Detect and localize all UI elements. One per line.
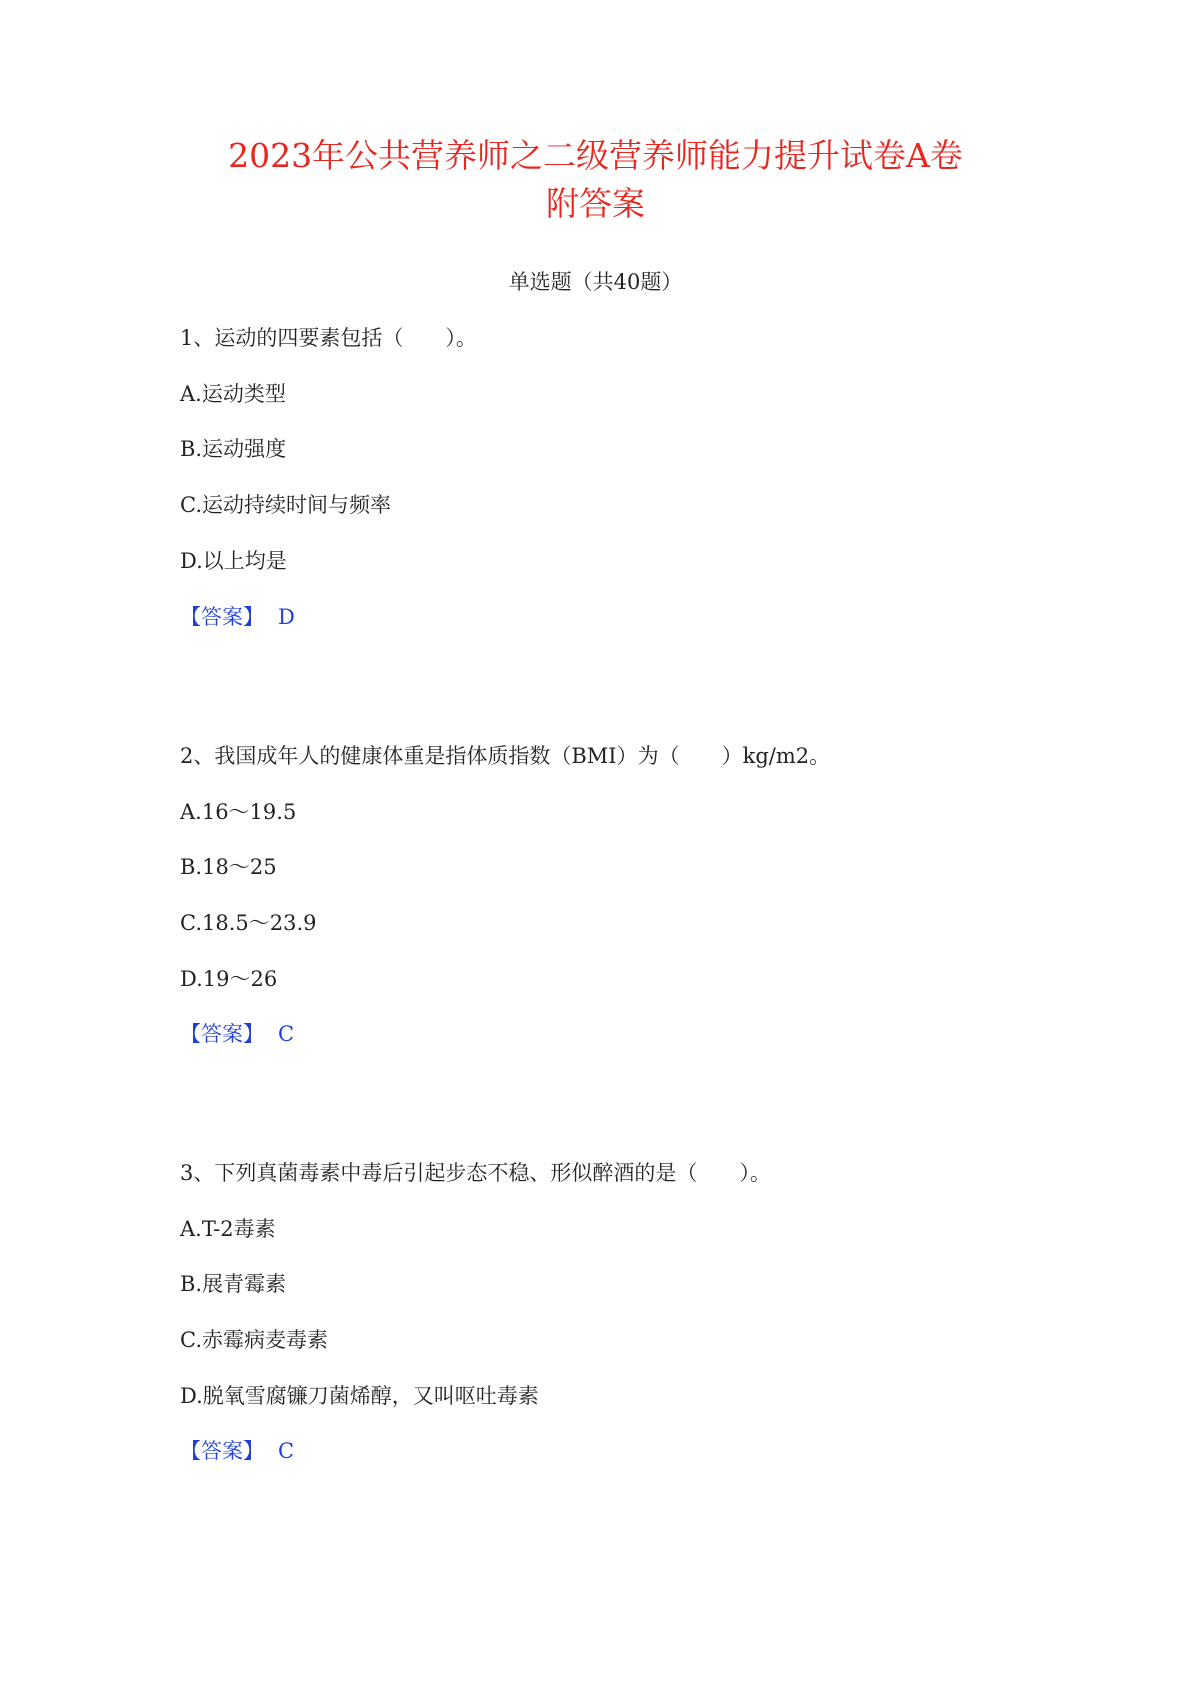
question-1-option-d: D.以上均是: [180, 549, 287, 573]
question-1-option-a: A.运动类型: [180, 382, 286, 406]
question-3-option-d: D.脱氧雪腐镰刀菌烯醇，又叫呕吐毒素: [180, 1384, 539, 1408]
question-3-option-c: C.赤霉病麦毒素: [180, 1328, 328, 1352]
title-line-2: 附答案: [546, 184, 645, 223]
question-3-stem: 3、下列真菌毒素中毒后引起步态不稳、形似醉酒的是（ ）。: [180, 1161, 771, 1185]
answer-label: 【答案】: [180, 1439, 264, 1463]
answer-value: D: [278, 605, 295, 629]
question-3-option-b: B.展青霉素: [180, 1272, 287, 1296]
title-line-1: 2023年公共营养师之二级营养师能力提升试卷A卷: [228, 136, 963, 175]
question-1-stem: 1、运动的四要素包括（ ）。: [180, 326, 477, 350]
answer-label: 【答案】: [180, 605, 264, 629]
question-3-option-a: A.T-2毒素: [180, 1217, 276, 1241]
answer-value: C: [278, 1022, 295, 1046]
question-2-answer: [180, 1018, 294, 1048]
document-title: [150, 132, 1041, 228]
question-3-answer: [180, 1435, 294, 1465]
question-2-option-a: A.16～19.5: [180, 800, 297, 824]
question-2-stem: 2、我国成年人的健康体重是指体质指数（BMI）为（ ）kg/m2。: [180, 744, 831, 768]
question-2-option-c: C.18.5～23.9: [180, 911, 317, 935]
question-2-option-b: B.18～25: [180, 855, 277, 879]
question-1-answer: [180, 601, 295, 631]
section-heading: 单选题（共40题）: [508, 270, 683, 294]
question-1-option-b: B.运动强度: [180, 437, 287, 461]
answer-label: 【答案】: [180, 1022, 264, 1046]
answer-value: C: [278, 1439, 295, 1463]
question-2-option-d: D.19～26: [180, 967, 278, 991]
question-1-option-c: C.运动持续时间与频率: [180, 493, 391, 517]
